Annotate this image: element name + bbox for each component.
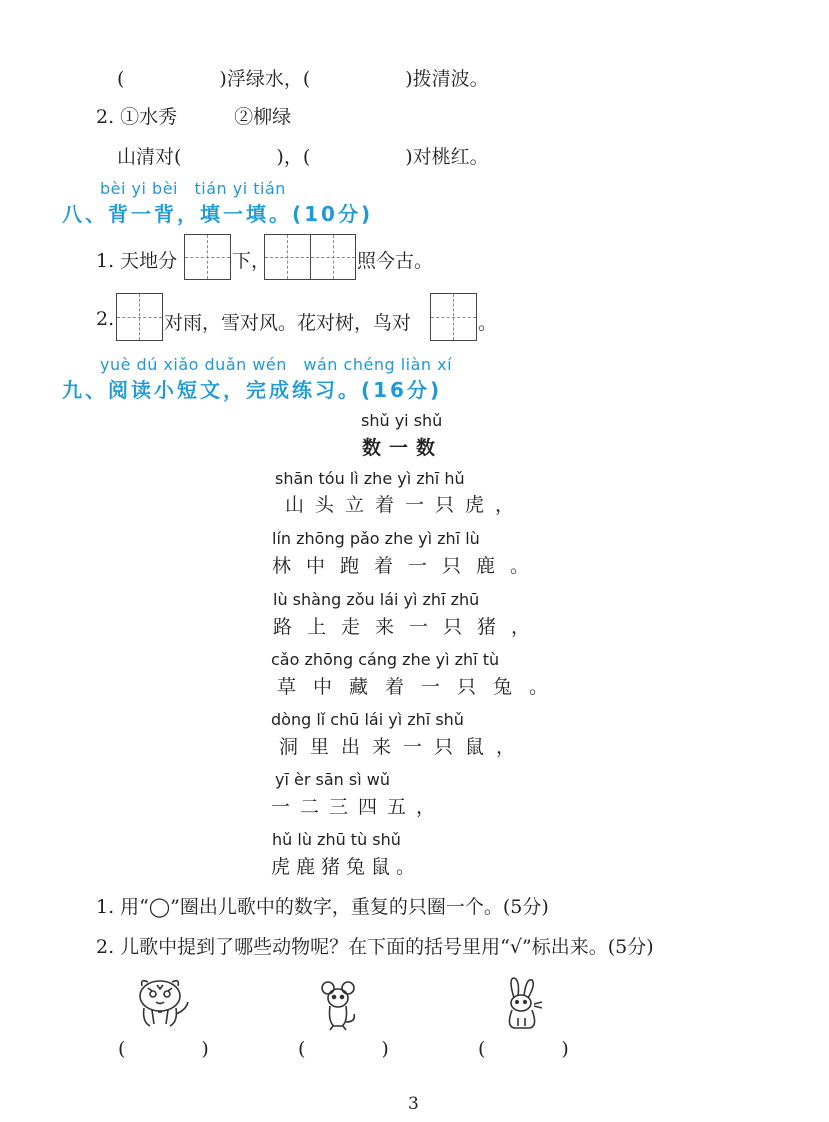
q8-2-middle: 对雨，雪对风。花对树，鸟对 [164,312,412,334]
poem-line-4-pinyin: cǎo zhōng cáng zhe yì zhī tù [271,650,500,669]
poem-line-7-pinyin: hǔ lù zhū tù shǔ [272,830,401,849]
page-number: 3 [408,1094,419,1114]
answer-bracket-mouse[interactable]: ( ) [298,1038,389,1060]
poem-line-4: 草中藏着一只兔。 [277,676,566,698]
poem-line-1: 山头立着一只虎， [285,494,526,516]
poem-line-6-pinyin: yī èr sān sì wǔ [275,770,390,789]
poem-line-5-pinyin: dòng lǐ chū lái yì zhī shǔ [271,710,464,729]
tiger-icon [128,974,192,1030]
poem-line-2: 林中跑着一只鹿。 [272,555,545,577]
section9-heading: 九、阅读小短文，完成练习。(16分) [62,378,443,402]
answer-grid-1[interactable] [184,234,231,280]
answer-bracket-rabbit[interactable]: ( ) [478,1038,569,1060]
answer-grid-3[interactable] [116,293,163,341]
mouse-icon [318,978,360,1032]
poem-line-1-pinyin: shān tóu lì zhe yì zhī hǔ [275,469,465,488]
answer-grid-4[interactable] [430,293,477,341]
q8-1-middle: 下， [232,250,271,272]
poem-line-5: 洞里出来一只鼠， [279,736,528,758]
q7-line2: 2. ①水秀 ②柳绿 [96,106,292,128]
section9-pinyin: yuè dú xiǎo duǎn wén wán chéng liàn xí [100,355,453,374]
section8-pinyin: bèi yi bèi tián yi tián [100,179,286,198]
question-2: 2. 儿歌中提到了哪些动物呢？在下面的括号里用“√”标出来。(5分) [96,936,654,958]
poem-title-pinyin: shǔ yi shǔ [361,411,443,430]
rabbit-icon [498,976,546,1032]
question-1: 1. 用“◯”圈出儿歌中的数字，重复的只圈一个。(5分) [96,896,549,918]
q8-2-prefix: 2. [96,308,115,330]
poem-line-2-pinyin: lín zhōng pǎo zhe yì zhī lù [272,529,480,548]
poem-line-3-pinyin: lù shàng zǒu lái yì zhī zhū [273,590,480,609]
section8-heading: 八、背一背，填一填。(10分) [62,202,374,226]
poem-title: 数一数 [362,437,444,459]
answer-bracket-tiger[interactable]: ( ) [118,1038,209,1060]
q8-1-suffix: 照今古。 [357,250,434,272]
q7-line1: ( )浮绿水，( )拨清波。 [117,68,489,90]
poem-line-6: 一二三四五， [271,796,446,818]
q7-line3: 山清对( )，( )对桃红。 [117,146,489,168]
q8-2-suffix: 。 [478,312,498,334]
answer-grid-2[interactable] [264,234,356,280]
q8-1-prefix: 1. 天地分 [96,250,178,272]
poem-line-7: 虎鹿猪兔鼠。 [271,856,422,878]
poem-line-3: 路上走来一只猪， [273,616,546,638]
